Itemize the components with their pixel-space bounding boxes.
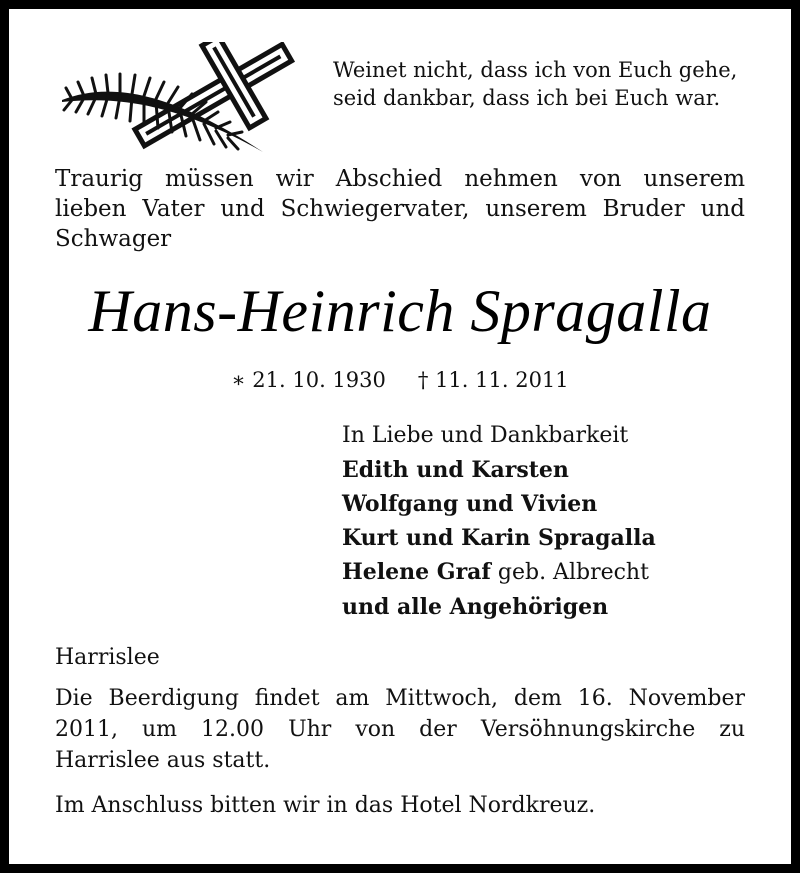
mourner-line: Wolfgang und Vivien [342,491,598,517]
intro-text [55,164,745,254]
mourner-line [342,555,656,590]
motto-line: Weinet nicht, dass ich von Euch gehe, [333,58,738,82]
funeral-info [55,683,745,776]
place: Harrislee [55,645,160,670]
intro-line: Schwager [55,226,172,252]
reception-info: Im Anschluss bitten wir in das Hotel Nordkreuz. [55,793,596,818]
birth-date: ∗ 21. 10. 1930 [231,368,386,392]
motto [333,56,737,112]
mourner-maiden-name: geb. Albrecht [490,560,649,585]
mourner-name: Helene Graf [342,559,491,585]
mourners-block [342,419,656,624]
funeral-line: 2011, um 12.00 Uhr von der Versöhnungskirche zu [55,717,745,742]
mourner-line: Kurt und Karin Spragalla [342,525,656,551]
intro-line: lieben Vater und Schwiegervater, unserem Bruder und [55,196,745,222]
cross-with-palm-branch-icon [58,42,298,154]
funeral-line: Harrislee aus statt. [55,748,271,773]
gratitude-line: In Liebe und Dankbarkeit [342,423,629,448]
death-date: † 11. 11. 2011 [417,368,569,392]
deceased-name: Hans-Heinrich Spragalla [88,278,712,344]
funeral-line: Die Beerdigung findet am Mittwoch, dem 16. November [55,686,745,711]
intro-line: Traurig müssen wir Abschied nehmen von unserem [55,166,745,192]
mourner-line: und alle Angehörigen [342,594,609,620]
life-dates [0,366,800,394]
motto-line: seid dankbar, dass ich bei Euch war. [333,86,721,110]
mourner-line: Edith und Karsten [342,457,569,483]
